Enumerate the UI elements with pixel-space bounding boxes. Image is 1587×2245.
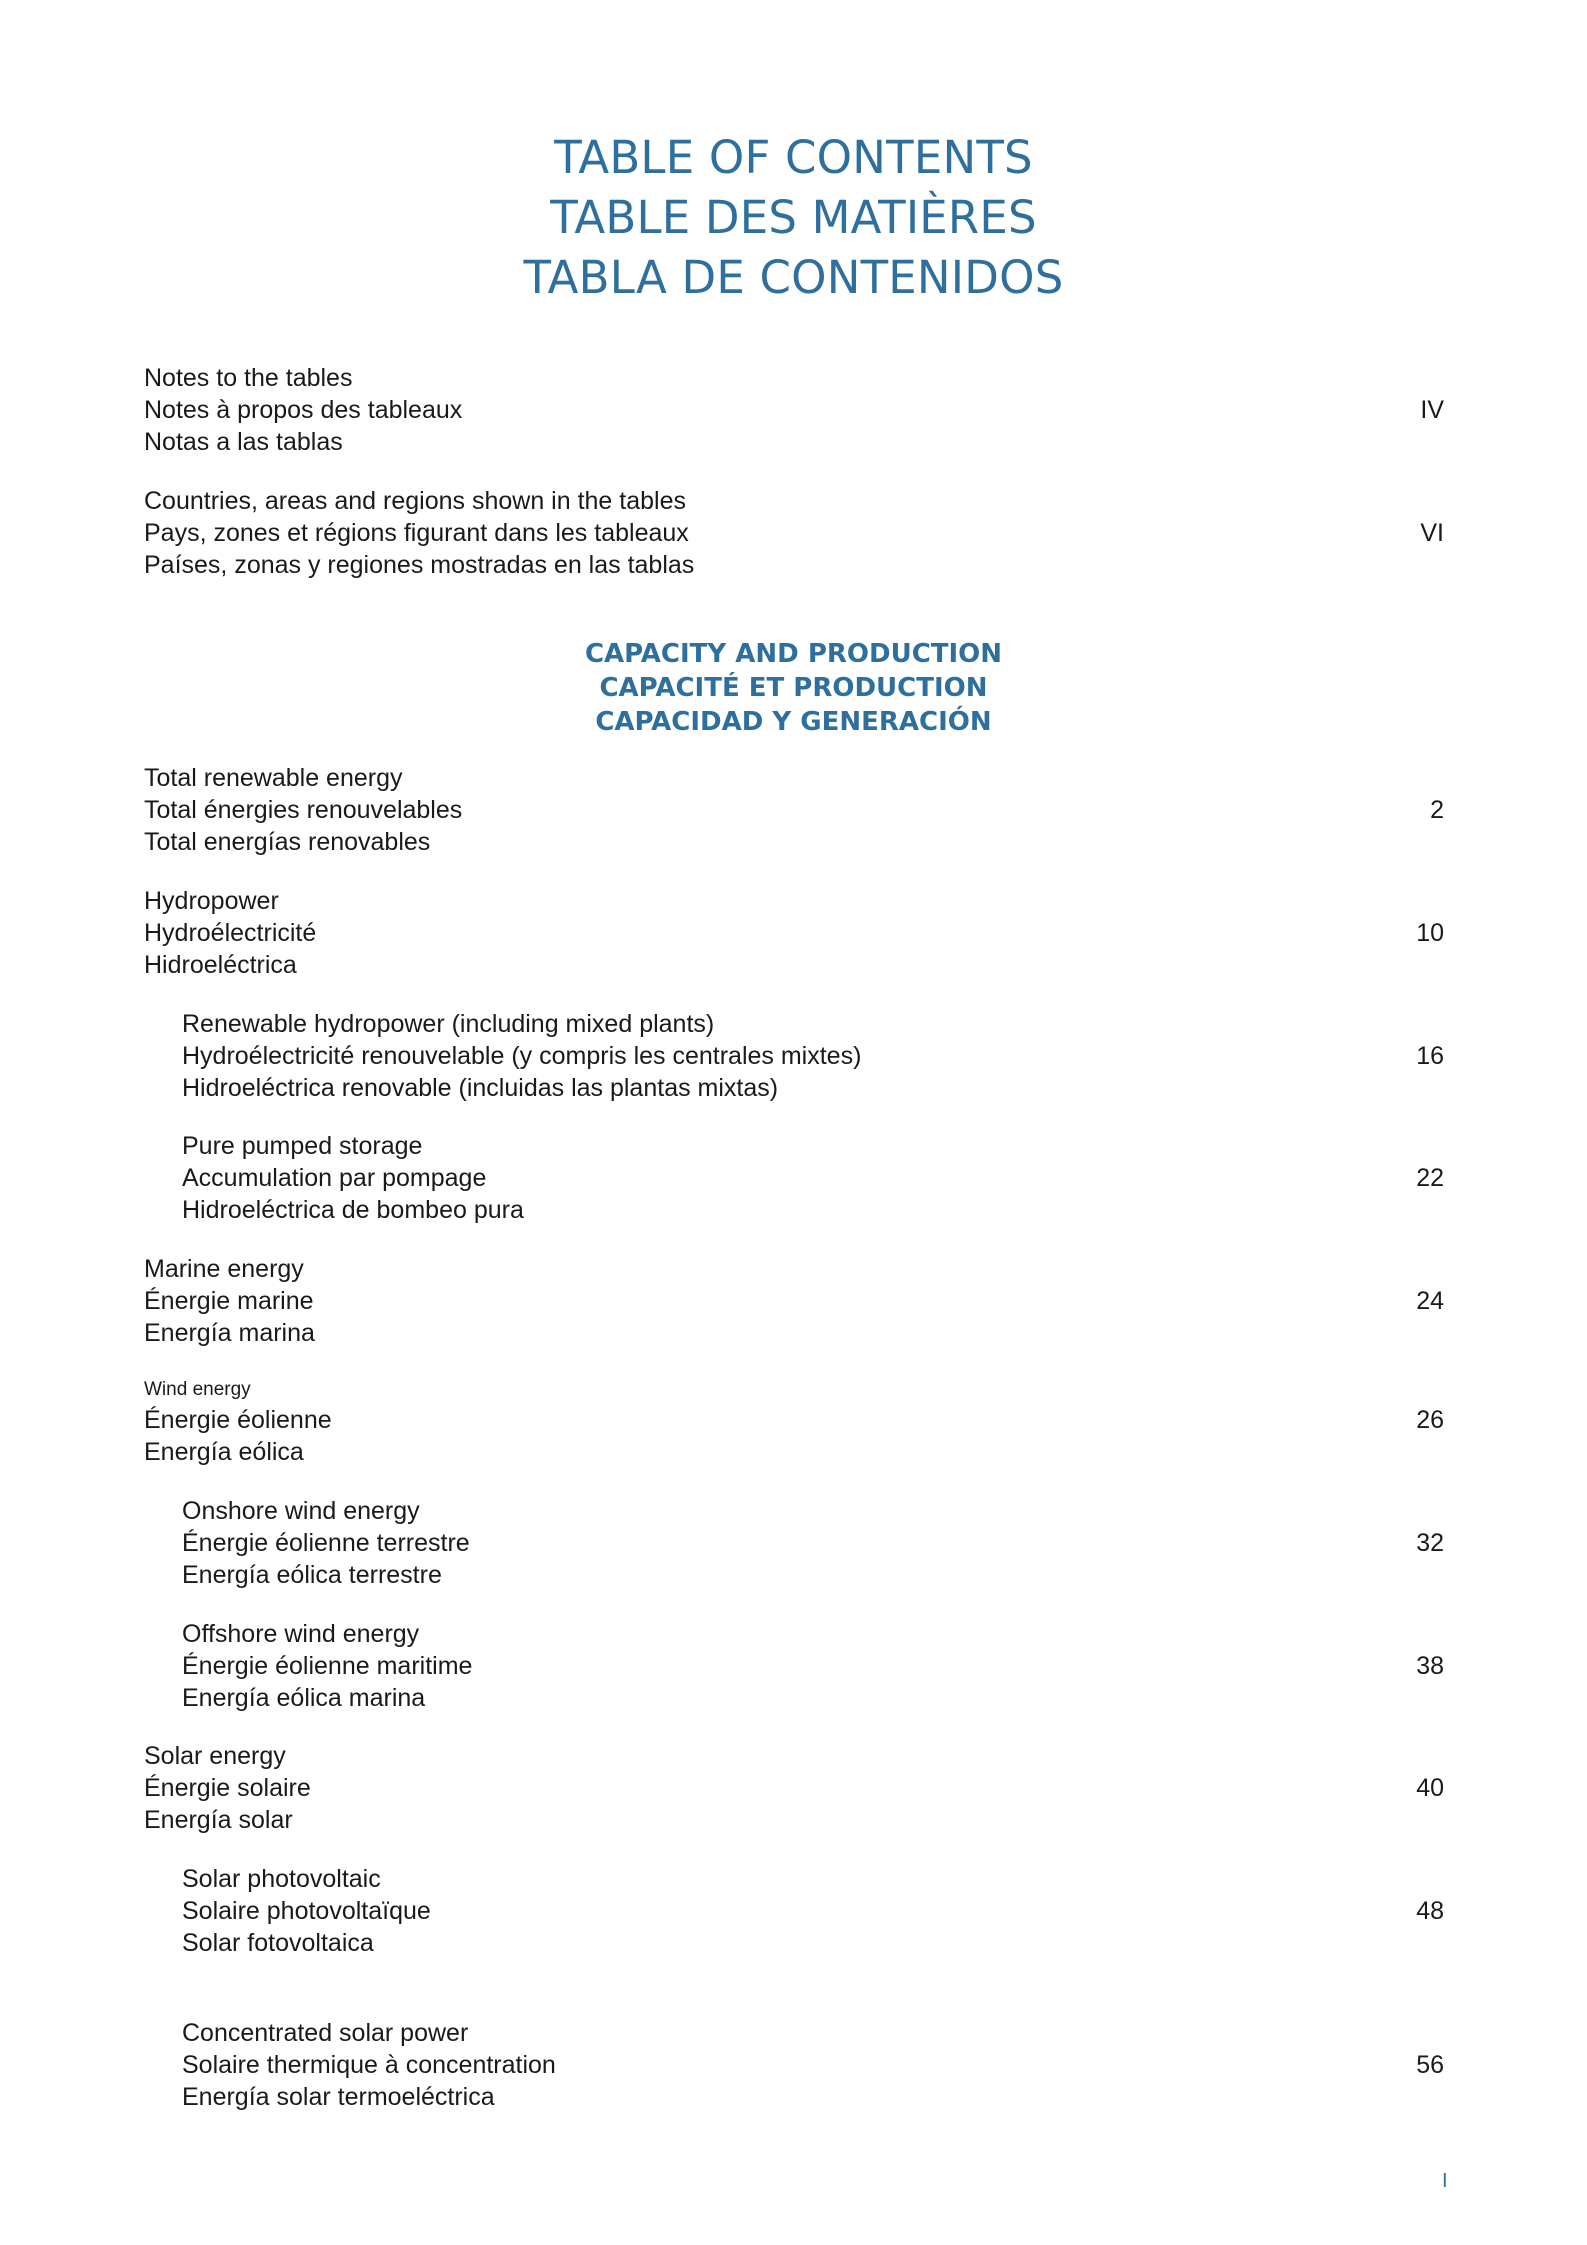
entry-label-fr: Solaire thermique à concentration [182, 2051, 556, 2079]
toc-entry-hydropower[interactable] [144, 885, 1444, 981]
toc-entry-marine-energy[interactable] [144, 1253, 1444, 1349]
entry-label-es: Energía eólica [144, 1438, 304, 1466]
title-french: TABLE DES MATIÈRES [550, 191, 1037, 244]
entry-label-fr: Énergie éolienne [144, 1406, 332, 1434]
entry-label-es: Total energías renovables [144, 828, 431, 856]
toc-entry-concentrated-solar[interactable] [182, 2017, 1444, 2113]
toc-entry-wind-energy[interactable] [144, 1376, 1444, 1468]
page-number: 2 [1430, 796, 1444, 824]
entry-label-fr: Énergie solaire [144, 1774, 311, 1802]
entry-label-en: Hydropower [144, 887, 279, 915]
toc-entry-solar-photovoltaic[interactable] [182, 1863, 1444, 1959]
entry-label-es: Hidroeléctrica [144, 951, 297, 979]
page-number: 24 [1416, 1287, 1444, 1315]
entry-label-es: Energía solar termoeléctrica [182, 2083, 495, 2111]
entry-label-es: Solar fotovoltaica [182, 1929, 374, 1957]
entry-label-en: Marine energy [144, 1255, 304, 1283]
folio-page-number: I [1442, 2170, 1448, 2192]
section-heading [0, 637, 1587, 739]
entry-label-es: Energía marina [144, 1319, 315, 1347]
section-spanish: CAPACIDAD Y GENERACIÓN [595, 707, 992, 737]
toc-entry-countries[interactable] [144, 485, 1444, 581]
entry-label-en: Notes to the tables [144, 364, 353, 392]
title-english: TABLE OF CONTENTS [554, 131, 1033, 184]
entry-label-fr: Énergie éolienne terrestre [182, 1529, 470, 1557]
entry-label-en: Concentrated solar power [182, 2019, 469, 2047]
page-number: VI [1420, 519, 1444, 547]
page-number: 56 [1416, 2051, 1444, 2079]
toc-entry-pumped-storage[interactable] [182, 1130, 1444, 1226]
page-title [0, 128, 1587, 308]
page-number: 40 [1416, 1774, 1444, 1802]
page-number: 16 [1416, 1042, 1444, 1070]
entry-label-fr: Solaire photovoltaïque [182, 1897, 431, 1925]
entry-label-es: Países, zonas y regiones mostradas en las tablas [144, 551, 695, 579]
entry-label-en: Solar energy [144, 1742, 286, 1770]
toc-entry-onshore-wind[interactable] [182, 1495, 1444, 1591]
entry-label-es: Hidroeléctrica de bombeo pura [182, 1196, 524, 1224]
section-english: CAPACITY AND PRODUCTION [584, 639, 1003, 669]
entry-label-en: Renewable hydropower (including mixed plants) [182, 1010, 715, 1038]
entry-label-fr: Pays, zones et régions figurant dans les tableaux [144, 519, 689, 547]
entry-label-es: Hidroeléctrica renovable (incluidas las plantas mixtas) [182, 1074, 779, 1102]
entry-label-fr: Hydroélectricité [144, 919, 317, 947]
entry-label-en: Onshore wind energy [182, 1497, 420, 1525]
entry-label-es: Energía solar [144, 1806, 293, 1834]
toc-entry-total-renewable[interactable] [144, 762, 1444, 858]
entry-label-fr: Accumulation par pompage [182, 1164, 487, 1192]
page-number: 32 [1416, 1529, 1444, 1557]
entry-label-en: Wind energy [144, 1379, 251, 1400]
title-spanish: TABLA DE CONTENIDOS [523, 251, 1064, 304]
section-french: CAPACITÉ ET PRODUCTION [599, 673, 988, 703]
entry-label-fr: Total énergies renouvelables [144, 796, 463, 824]
page-number: 26 [1416, 1406, 1444, 1434]
entry-label-es: Energía eólica terrestre [182, 1561, 442, 1589]
page-number: 38 [1416, 1652, 1444, 1680]
entry-label-en: Countries, areas and regions shown in the tables [144, 487, 686, 515]
entry-label-es: Energía eólica marina [182, 1684, 426, 1712]
entry-label-fr: Énergie éolienne maritime [182, 1652, 473, 1680]
page-number: 22 [1416, 1164, 1444, 1192]
toc-entry-offshore-wind[interactable] [182, 1618, 1444, 1714]
entry-label-fr: Hydroélectricité renouvelable (y compris les centrales mixtes) [182, 1042, 862, 1070]
entry-label-fr: Notes à propos des tableaux [144, 396, 463, 424]
entry-label-en: Pure pumped storage [182, 1132, 423, 1160]
entry-label-es: Notas a las tablas [144, 428, 343, 456]
toc-entry-notes[interactable] [144, 362, 1444, 458]
entry-label-en: Solar photovoltaic [182, 1865, 381, 1893]
entry-label-en: Offshore wind energy [182, 1620, 420, 1648]
page-number: IV [1420, 396, 1444, 424]
entry-label-en: Total renewable energy [144, 764, 403, 792]
page-number: 10 [1416, 919, 1444, 947]
page-number: 48 [1416, 1897, 1444, 1925]
toc-entry-renewable-hydropower[interactable] [182, 1008, 1444, 1104]
toc-entry-solar-energy[interactable] [144, 1740, 1444, 1836]
entry-label-fr: Énergie marine [144, 1287, 314, 1315]
